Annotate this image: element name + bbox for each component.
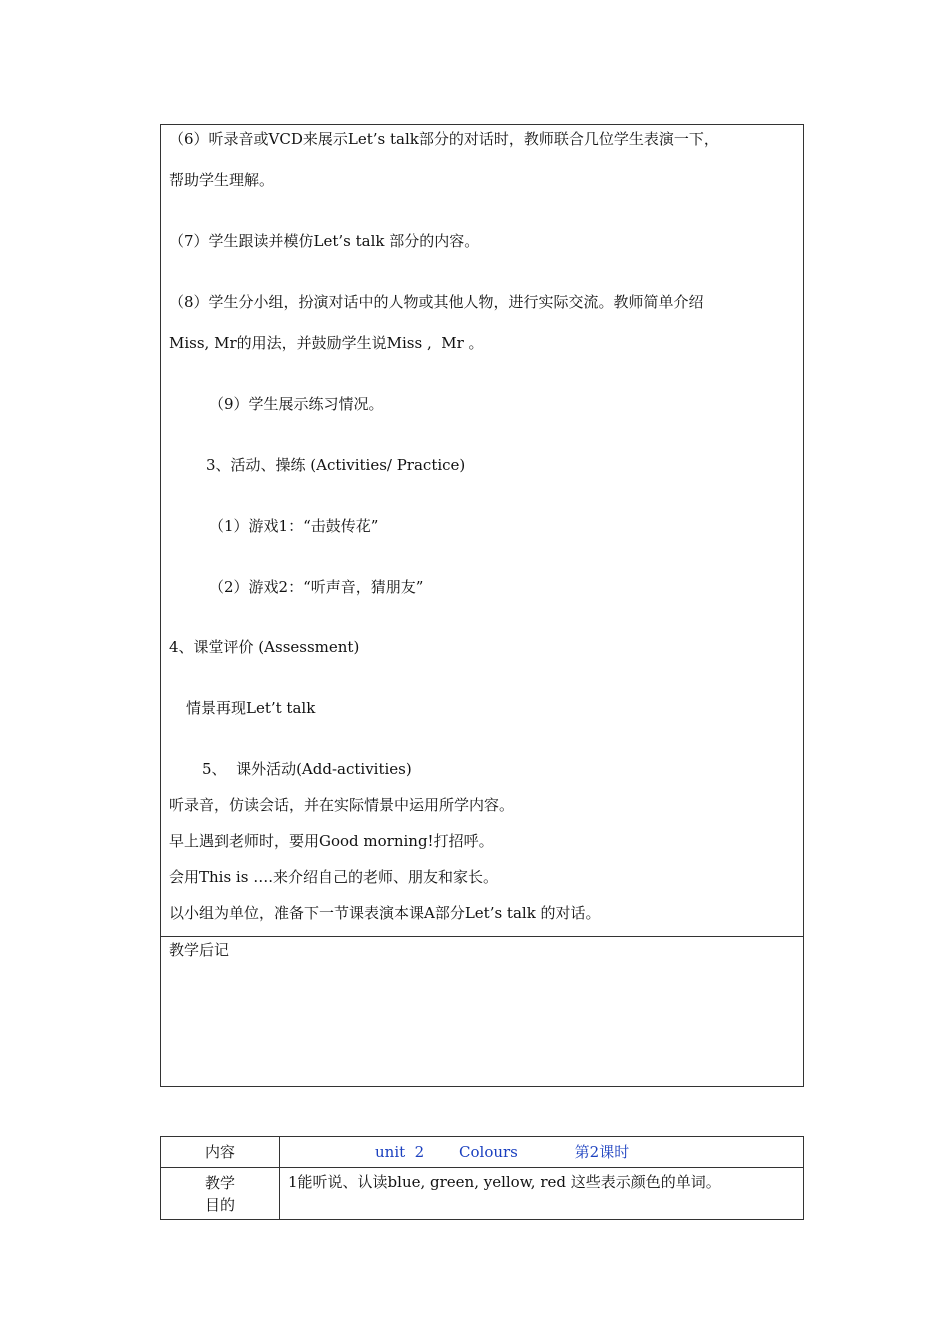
process-line-8b: Miss, Mr的用法，并鼓励学生说Miss , Mr 。 xyxy=(169,334,484,352)
process-line-9: （9）学生展示练习情况。 xyxy=(209,395,384,413)
lesson-period: 第2课时 xyxy=(574,1143,630,1161)
game-1-line: （1）游戏1：“击鼓传花” xyxy=(209,517,379,535)
postscript-label: 教学后记 xyxy=(169,941,230,959)
section-assessment-heading: 4、课堂评价 (Assessment) xyxy=(169,638,360,656)
process-line-7: （7）学生跟读并模仿Let’s talk 部分的内容。 xyxy=(169,232,480,250)
homework-line-4: 以小组为单位，准备下一节课表演本课A部分Let’s talk 的对话。 xyxy=(169,904,601,922)
process-line-8a: （8）学生分小组，扮演对话中的人物或其他人物，进行实际交流。教师简单介绍 xyxy=(169,293,704,311)
section-add-activities-heading: 5、 课外活动(Add-activities) xyxy=(202,760,412,778)
assessment-line: 情景再现Let’t talk xyxy=(186,699,316,717)
lesson-content-row xyxy=(161,1137,804,1168)
goal-label-line-1: 教学 xyxy=(204,1173,235,1192)
goal-text: 1能听说、认读blue, green, yellow, red 这些表示颜色的单词。 xyxy=(280,1168,804,1220)
homework-line-3: 会用This is ….来介绍自己的老师、朋友和家长。 xyxy=(169,868,498,886)
postscript-box xyxy=(160,936,804,1087)
homework-line-1: 听录音，仿读会话，并在实际情景中运用所学内容。 xyxy=(169,796,515,814)
lesson-goal-row xyxy=(161,1168,804,1220)
lesson-title-cell xyxy=(280,1137,804,1168)
process-line-6b: 帮助学生理解。 xyxy=(169,171,275,189)
content-label: 内容 xyxy=(161,1137,280,1168)
process-line-6a: （6）听录音或VCD来展示Let’s talk部分的对话时，教师联合几位学生表演一下， xyxy=(169,130,719,148)
homework-line-2: 早上遇到老师时，要用Good morning!打招呼。 xyxy=(169,832,494,850)
goal-label-line-2: 目的 xyxy=(204,1195,235,1214)
unit-title: Colours xyxy=(459,1143,518,1161)
lesson-table xyxy=(160,1136,804,1220)
section-activities-heading: 3、活动、操练 (Activities/ Practice) xyxy=(206,456,466,474)
goal-label xyxy=(161,1168,280,1220)
game-2-line: （2）游戏2：“听声音，猜朋友” xyxy=(209,578,424,596)
unit-number: unit 2 xyxy=(375,1143,425,1161)
